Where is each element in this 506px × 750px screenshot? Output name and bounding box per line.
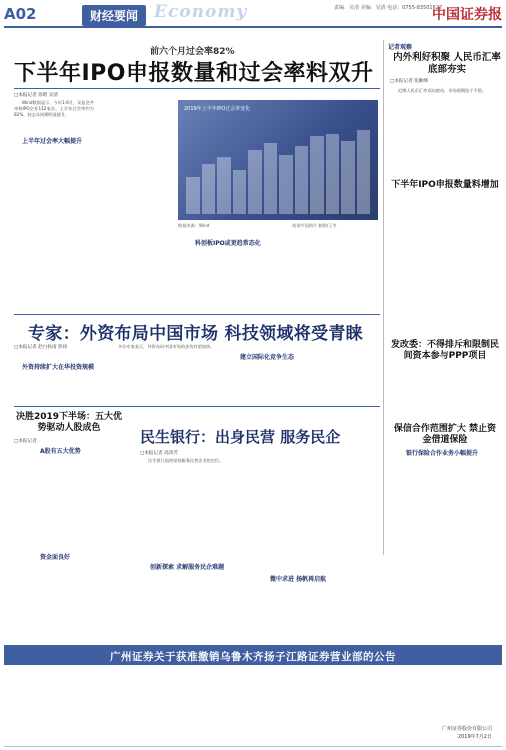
chart-bar-4月 [233,170,247,214]
chart-title: 2019年上半年IPO过会率变化 [184,106,251,112]
announcement-title: 广州证券关于获准撤销乌鲁木齐扬子江路证券营业部的公告 [110,651,396,663]
story3-byline: □本报记者 高改芳 [140,451,178,456]
story2-subhead-1: 外资持续扩大在华投资规模 [22,364,95,371]
chart-bar-10月 [326,134,340,214]
announcement-banner [4,645,502,665]
divider [14,314,380,315]
masthead [4,2,502,28]
story2-headline: 专家：外资布局中国市场 科技领域将受青睐 [28,324,363,344]
lead-kicker: 前六个月过会率82% [150,47,235,57]
bottom-rule [4,746,502,747]
story3-sub-1: 创新探索 求解服务民企难题 [150,564,225,571]
left-story-sub-2: 资金面良好 [40,554,71,561]
chart-bar-6月 [264,143,278,214]
section-label: 财经要闻 [82,5,146,26]
commentary-sidebar [383,40,503,555]
chart-bar-11月 [341,141,355,214]
section-label-en: Economy [154,2,248,22]
photo-caption-2: 视觉中国图片 制图/王冬 [292,223,337,228]
sidebar-body [390,88,498,178]
announcement-date: 2019年7月2日 [457,734,492,740]
newspaper-logo: 中国证券报 [432,7,502,23]
right-head-1: 发改委：不得排斥和限制民间资本参与PPP项目 [390,340,499,361]
lead-byline: □本报记者 徐昭 吴清 [14,93,59,98]
story2-byline: □本报记者 赵白执南 彭扬 [14,345,68,350]
story3-headline: 民生银行：出身民营 服务民企 [140,428,341,446]
chart-bar-8月 [295,146,309,214]
story3-body [140,458,260,518]
chart-bar-7月 [279,155,293,214]
story3-body-text: 民生银行始终坚持服务民营企业的定位。 [148,458,224,463]
divider [14,88,380,89]
photo-caption-1: 数据来源：Wind [178,223,210,228]
left-story-byline: □本报记者 [14,439,37,444]
story2-subhead-2: 建立国际化竞争生态 [240,354,295,361]
lead-chart-photo [178,100,378,220]
story3-sub-2: 微中求进 扬帆再启航 [270,576,327,583]
sidebar-body-text: 近期人民币汇率双向波动，市场预期趋于平稳。 [398,88,486,93]
chart-bar-9月 [310,136,324,214]
sidebar-author: □本报记者 张勤峰 [390,79,428,84]
chart-bar-1月 [186,177,200,214]
lead-body-col-1 [14,100,94,250]
page-number: A02 [4,5,37,23]
lead-headline: 下半年IPO申报数量和过会率料双升 [14,61,374,86]
divider [14,406,380,407]
sidebar-tag: 记者观察 [388,44,413,51]
chart-bar-12月 [357,130,371,214]
chart-bar-5月 [248,150,262,214]
left-story-sub-1: A股有五大优势 [40,448,81,455]
sidebar-title: 内外利好积聚 人民币汇率底部夯实 [393,52,501,75]
chart-bar-2月 [202,164,216,214]
sidebar-head-2: 下半年IPO申报数量料增加 [391,180,499,190]
story2-body [110,344,230,404]
editor-info: 责编：吴清 美编：吴清 电话：0755-83501627 [334,5,443,11]
lead-subhead-1: 上半年过会率大幅提升 [22,138,83,145]
right-sub: 银行保险合作业务小幅提升 [406,450,479,457]
lead-body-text: Wind数据显示，今年1-6月，证监会共审核IPO企业112家次。上半年过会率约为82%，较去年同期明显提升。 [14,100,94,118]
right-head-2: 保信合作范围扩大 禁止资金借道保险 [393,424,497,445]
chart-bar-3月 [217,157,231,214]
announcement-company: 广州证券股份有限公司 [441,726,492,732]
left-story-headline: 决胜2019下半场：五大优势驱动人股成色 [15,412,123,433]
story2-body-text: 多位专家表示，外资布局中国市场的步伐有望加快。 [118,344,215,349]
chart-bars [186,130,370,214]
lead-subhead-2: 科创板IPO或更趋常态化 [195,240,261,247]
